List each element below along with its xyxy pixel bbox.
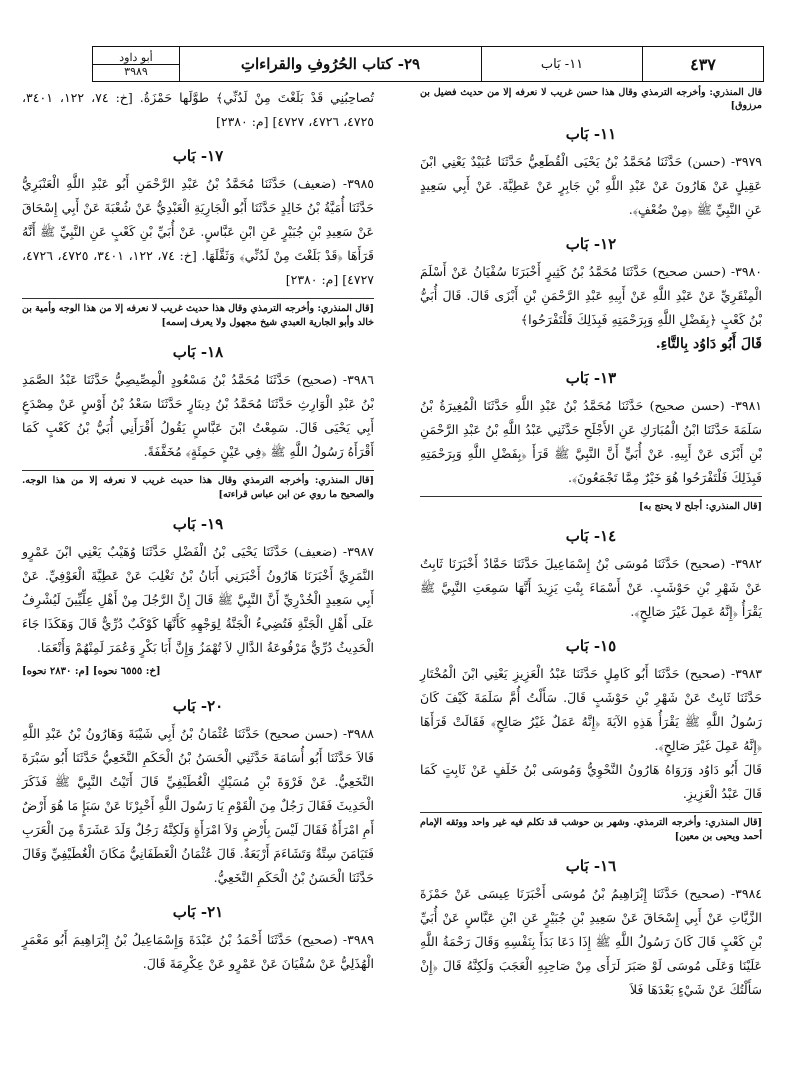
hadith-text: ٣٩٨٢- (صحيح) حَدَّثَنَا مُوسَى بْنُ إِسْمَاعِيلَ حَدَّثَنَا حَمَّادٌ أَخْبَرَنَا ثَابِتٌ عَنْ شَهْرِ بْنِ حَوْشَبٍ. عَنْ أَسْمَاءَ بِنْتِ يَزِيدَ أَنَّهَا سَمِعَتِ النَّبِيَّ ﷺ يَقْرَأُ ﴿إِنَّهُ عَمِلَ غَيْرَ صَالِحٍ﴾. (420, 556, 762, 619)
chapter-heading: ١٥- بَاب (565, 637, 617, 655)
hadith-3981 (420, 394, 762, 490)
footnote: [قال المنذري: وأخرجه الترمذي. وشهر بن حوشب قد تكلم فيه غير واحد ووثقه الإمام أحمد ويحيى بن معين] (420, 812, 762, 844)
page-number: ٤٣٧ (690, 54, 716, 74)
hadith-3989 (22, 928, 374, 976)
chapter-heading: ١١- بَاب (565, 125, 617, 143)
chapter-heading: ١٧- بَاب (172, 147, 224, 165)
abu-dawud-comment: قَالَ أَبُو دَاوُد بِالتَّاءِ. (655, 336, 762, 352)
abu-dawud-comment: قَالَ أَبُو دَاوُد وَرَوَاهُ هَارُونُ النَّحْوِيُّ وَمُوسَى بْنُ خَلَفٍ عَنْ ثَابِتٍ كَمَا قَالَ عَبْدُ الْعَزِيزِ. (420, 762, 762, 801)
hadith-text: ٣٩٨٠- (حسن صحيح) حَدَّثَنَا مُحَمَّدُ بْنُ كَثِيرٍ أَخْبَرَنَا سُفْيَانُ عَنْ أَسْلَمَ الْمِنْقَرِيِّ عَنْ عَبْدِ اللَّهِ عَنْ أَبِيهِ عَبْدِ الرَّحْمَنِ بْنِ أَبْزَى قَالَ. قَالَ أُبَيُّ بْنُ كَعْبٍ ﴿بِفَضْلِ اللَّهِ وَبِرَحْمَتِهِ فَبِذَلِكَ فَلْتَفْرَحُوا﴾ (420, 264, 762, 327)
right-column (420, 86, 762, 1083)
chapter-heading: ١٣- بَاب (565, 369, 617, 387)
chapter-heading: ١٤- بَاب (565, 527, 617, 545)
header-ref-book: أبو داود (93, 51, 179, 65)
hadith-text: ٣٩٧٩- (حسن) حَدَّثَنَا مُحَمَّدُ بْنُ يَحْيَى الْقُطَعِيُّ حَدَّثَنَا عُبَيْدٌ يَعْنِي ابْنَ عَقِيلٍ عَنْ هَارُونَ عَنْ عَبْدِ اللَّهِ بْنِ جَابِرٍ عَنْ عَطِيَّةَ. عَنْ أَبِي سَعِيدٍ عَنِ النَّبِيِّ ﷺ ﴿مِنْ ضُعْفٍ﴾. (420, 154, 762, 217)
hadith-3987 (22, 540, 374, 660)
hadith-3983 (420, 662, 762, 758)
hadith-3988 (22, 722, 374, 890)
hadith-3985 (22, 172, 374, 292)
hadith-3984 (420, 882, 762, 1002)
footnote: [قال المنذري: وأخرجه الترمذي وقال هذا حديث غريب لا نعرفه إلا من هذا الوجه. والصحيح ما روي عن ابن عباس قراءته] (22, 470, 374, 502)
left-column (22, 86, 374, 1083)
footnote: [قال المنذري: وأخرجه الترمذي وقال هذا حديث غريب لا نعرفه إلا من هذا الوجه وأمية بن خالد وأبو الجارية العبدي شيخ مجهول ولا يعرف إسمه] (22, 298, 374, 330)
header-chapter: ١١- بَاب (482, 47, 643, 81)
chapter-heading: ١٦- بَاب (565, 857, 617, 875)
hadith-text: ٣٩٨٥- (ضعيف) حَدَّثَنَا مُحَمَّدُ بْنُ عَبْدِ الرَّحْمَنِ أَبُو عَبْدِ اللَّهِ الْعَنْبَرِيُّ حَدَّثَنَا أُمَيَّةُ بْنُ خَالِدٍ حَدَّثَنَا أَبُو الْجَارِيَةِ الْعَبْدِيُّ عَنْ شُعْبَةَ عَنْ أَبِي إِسْحَاقَ عَنْ سَعِيدِ بْنِ جُبَيْرٍ عَنِ ابْنِ عَبَّاسٍ. عَنْ أُبَيِّ بْنِ كَعْبٍ عَنِ النَّبِيِّ ﷺ أَنَّهُ قَرَأَهَا ﴿قَدْ بَلَغْتَ مِنْ لَدُنِّي﴾ وَثَقَّلَهَا. [خ: ٧٤، ١٢٢، ٣٤٠١، ٤٧٢٥، ٤٧٢٦، ٤٧٢٧] [م: ٢٣٨٠] (22, 176, 374, 287)
header-reference (93, 47, 180, 81)
chapter-heading: ٢١- بَاب (172, 903, 224, 921)
cross-reference: [خ: ٦٥٥٥ نحوه] [م: ٢٨٣٠ نحوه] (22, 666, 161, 677)
hadith-3986 (22, 368, 374, 464)
hadith-3979 (420, 150, 762, 222)
chapter-heading: ١٩- بَاب (172, 515, 224, 533)
hadith-text: ٣٩٨٩- (صحيح) حَدَّثَنَا أَحْمَدُ بْنُ عَبْدَةَ وَإِسْمَاعِيلُ بْنُ إِبْرَاهِيمَ أَبُو مَعْمَرٍ الْهُذَلِيُّ عَنْ سُفْيَانَ عَنْ عَمْرٍو عَنْ عِكْرِمَةَ قَالَ. (22, 932, 374, 971)
hadith-text: ٣٩٨٦- (صحيح) حَدَّثَنَا مُحَمَّدُ بْنُ مَسْعُودٍ الْمِصِّيصِيُّ حَدَّثَنَا عَبْدُ الصَّمَدِ بْنُ عَبْدِ الْوَارِثِ حَدَّثَنَا مُحَمَّدُ بْنُ دِينَارٍ حَدَّثَنَا سَعْدُ بْنُ أَوْسٍ عَنْ مِصْدَعٍ أَبِي يَحْيَى قَالَ. سَمِعْتُ ابْنَ عَبَّاسٍ يَقُولُ أَقْرَأَنِي أُبَيُّ بْنُ كَعْبٍ كَمَا أَقْرَأَهُ رَسُولُ اللَّهِ ﷺ ﴿فِي عَيْنٍ حَمِئَةٍ﴾ مُخَفَّفَةً. (22, 372, 374, 459)
chapter-heading: ١٨- بَاب (172, 343, 224, 361)
hadith-3982 (420, 552, 762, 624)
footnote: قال المنذري: وأخرجه الترمذي وقال هذا حسن غريب لا نعرفه إلا من حديث فضيل بن مرزوق] (420, 87, 762, 111)
hadith-text: ٣٩٨٨- (حسن صحيح) حَدَّثَنَا عُثْمَانُ بْنُ أَبِي شَيْبَةَ وَهَارُونُ بْنُ عَبْدِ اللَّهِ قَالاَ حَدَّثَنَا أَبُو أُسَامَةَ حَدَّثَنِي الْحَسَنُ بْنُ الْحَكَمِ النَّخَعِيُّ حَدَّثَنَا أَبُو سَبْرَةَ النَّخَعِيُّ. عَنْ فَرْوَةَ بْنِ مُسَيْكٍ الْغُطَيْفِيِّ قَالَ أَتَيْتُ النَّبِيَّ ﷺ فَذَكَرَ الْحَدِيثَ فَقَالَ رَجُلٌ مِنَ الْقَوْمِ يَا رَسُولَ اللَّهِ أَخْبِرْنَا عَنْ سَبَإٍ مَا هُوَ أَرْضٌ أَمِ امْرَأَةٌ فَقَالَ لَيْسَ بِأَرْضٍ وَلاَ امْرَأَةٍ وَلَكِنَّهُ رَجُلٌ وَلَدَ عَشَرَةً مِنَ الْعَرَبِ فَتَيَامَنَ سِتَّةٌ وَتَشَاءَمَ أَرْبَعَةٌ. قَالَ عُثْمَانُ الْغَطَفَانِيُّ مَكَانَ الْغُطَيْفِيِّ وَقَالَ حَدَّثَنَا الْحَسَنُ بْنُ الْحَكَمِ النَّخَعِيُّ. (22, 726, 374, 885)
footnote: [قال المنذري: أجلح لا يحتج به] (420, 496, 762, 514)
hadith-text: ٣٩٨٤- (صحيح) حَدَّثَنَا إِبْرَاهِيمُ بْنُ مُوسَى أَخْبَرَنَا عِيسَى عَنْ حَمْزَةَ الزَّيَّاتِ عَنْ أَبِي إِسْحَاقَ عَنْ سَعِيدِ بْنِ جُبَيْرٍ عَنِ ابْنِ عَبَّاسٍ عَنْ أُبَيِّ بْنِ كَعْبٍ قَالَ كَانَ رَسُولُ اللَّهِ ﷺ إِذَا دَعَا بَدَأَ بِنَفْسِهِ وَقَالَ رَحْمَةُ اللَّهِ عَلَيْنَا وَعَلَى مُوسَى لَوْ صَبَرَ لَرَأَى مِنْ صَاحِبِهِ الْعَجَبَ وَلَكِنَّهُ قَالَ ﴿إِنْ سَأَلْتُكَ عَنْ شَيْءٍ بَعْدَهَا فَلاَ (420, 886, 762, 997)
hadith-text: ٣٩٨٧- (ضعيف) حَدَّثَنَا يَحْيَى بْنُ الْفَضْلِ حَدَّثَنَا وُهَيْبٌ يَعْنِي ابْنَ عَمْرٍو النَّمَرِيَّ أَخْبَرَنَا هَارُونُ أَخْبَرَنِي أَبَانُ بْنُ تَغْلِبَ عَنْ عَطِيَّةَ الْعَوْفِيِّ. عَنْ أَبِي سَعِيدٍ الْخُدْرِيِّ أَنَّ النَّبِيَّ ﷺ قَالَ إِنَّ الرَّجُلَ مِنْ أَهْلِ عِلِّيِّينَ لَيُشْرِفُ عَلَى أَهْلِ الْجَنَّةِ فَتُضِيءُ الْجَنَّةُ لِوَجْهِهِ كَأَنَّهَا كَوْكَبٌ دُرِّيٌّ قَالَ وَهَكَذَا جَاءَ الْحَدِيثُ دُرِّيٌّ مَرْفُوعَةُ الدَّالِ لاَ تُهْمَزُ وَإِنَّ أَبَا بَكْرٍ وَعُمَرَ لَمِنْهُمْ وَأَنْعَمَا. (22, 544, 374, 655)
chapter-heading: ٢٠- بَاب (172, 697, 224, 715)
continued-text: تُصاحِبُنِي قَدْ بَلَغْتَ مِنْ لَدُنِّي﴾ طوَّلَها حَمْزَةُ. [خ: ٧٤، ١٢٢، ٣٤٠١، ٤٧٢٥، ٤٧٢٦، ٤٧٢٧] [م: ٢٣٨٠] (22, 90, 374, 129)
page-header (92, 46, 764, 82)
chapter-heading: ١٢- بَاب (565, 235, 617, 253)
hadith-text: ٣٩٨١- (حسن صحيح) حَدَّثَنَا مُحَمَّدُ بْنُ عَبْدِ اللَّهِ حَدَّثَنَا الْمُغِيرَةُ بْنُ سَلَمَةَ حَدَّثَنَا ابْنُ الْمُبَارَكِ عَنِ الأَجْلَحِ حَدَّثَنِي عَبْدُ اللَّهِ بْنُ عَبْدِ الرَّحْمَنِ بْنِ أَبْزَى عَنْ أَبِيهِ. عَنْ أُبَيٍّ أَنَّ النَّبِيَّ ﷺ قَرَأَ ﴿بِفَضْلِ اللَّهِ وَبِرَحْمَتِهِ فَبِذَلِكَ فَلْتَفْرَحُوا هُوَ خَيْرٌ مِمَّا تَجْمَعُونَ﴾. (420, 398, 762, 485)
hadith-text: ٣٩٨٣- (صحيح) حَدَّثَنَا أَبُو كَامِلٍ حَدَّثَنَا عَبْدُ الْعَزِيزِ يَعْنِي ابْنَ الْمُخْتَارِ حَدَّثَنَا ثَابِتٌ عَنْ شَهْرِ بْنِ حَوْشَبٍ قَالَ. سَأَلْتُ أُمَّ سَلَمَةَ كَيْفَ كَانَ رَسُولُ اللَّهِ ﷺ يَقْرَأُ هَذِهِ الآيَةَ ﴿إِنَّهُ عَمَلٌ غَيْرُ صَالِحٍ﴾ فَقَالَتْ قَرَأَهَا ﴿إِنَّهُ عَمِلَ غَيْرَ صَالِحٍ﴾. (420, 666, 762, 753)
header-book-title: ٢٩- كتاب الحُرُوفِ والقراءاتِ (180, 47, 482, 81)
header-ref-count: ٣٩٨٩ (124, 64, 148, 78)
hadith-3980 (420, 260, 762, 332)
